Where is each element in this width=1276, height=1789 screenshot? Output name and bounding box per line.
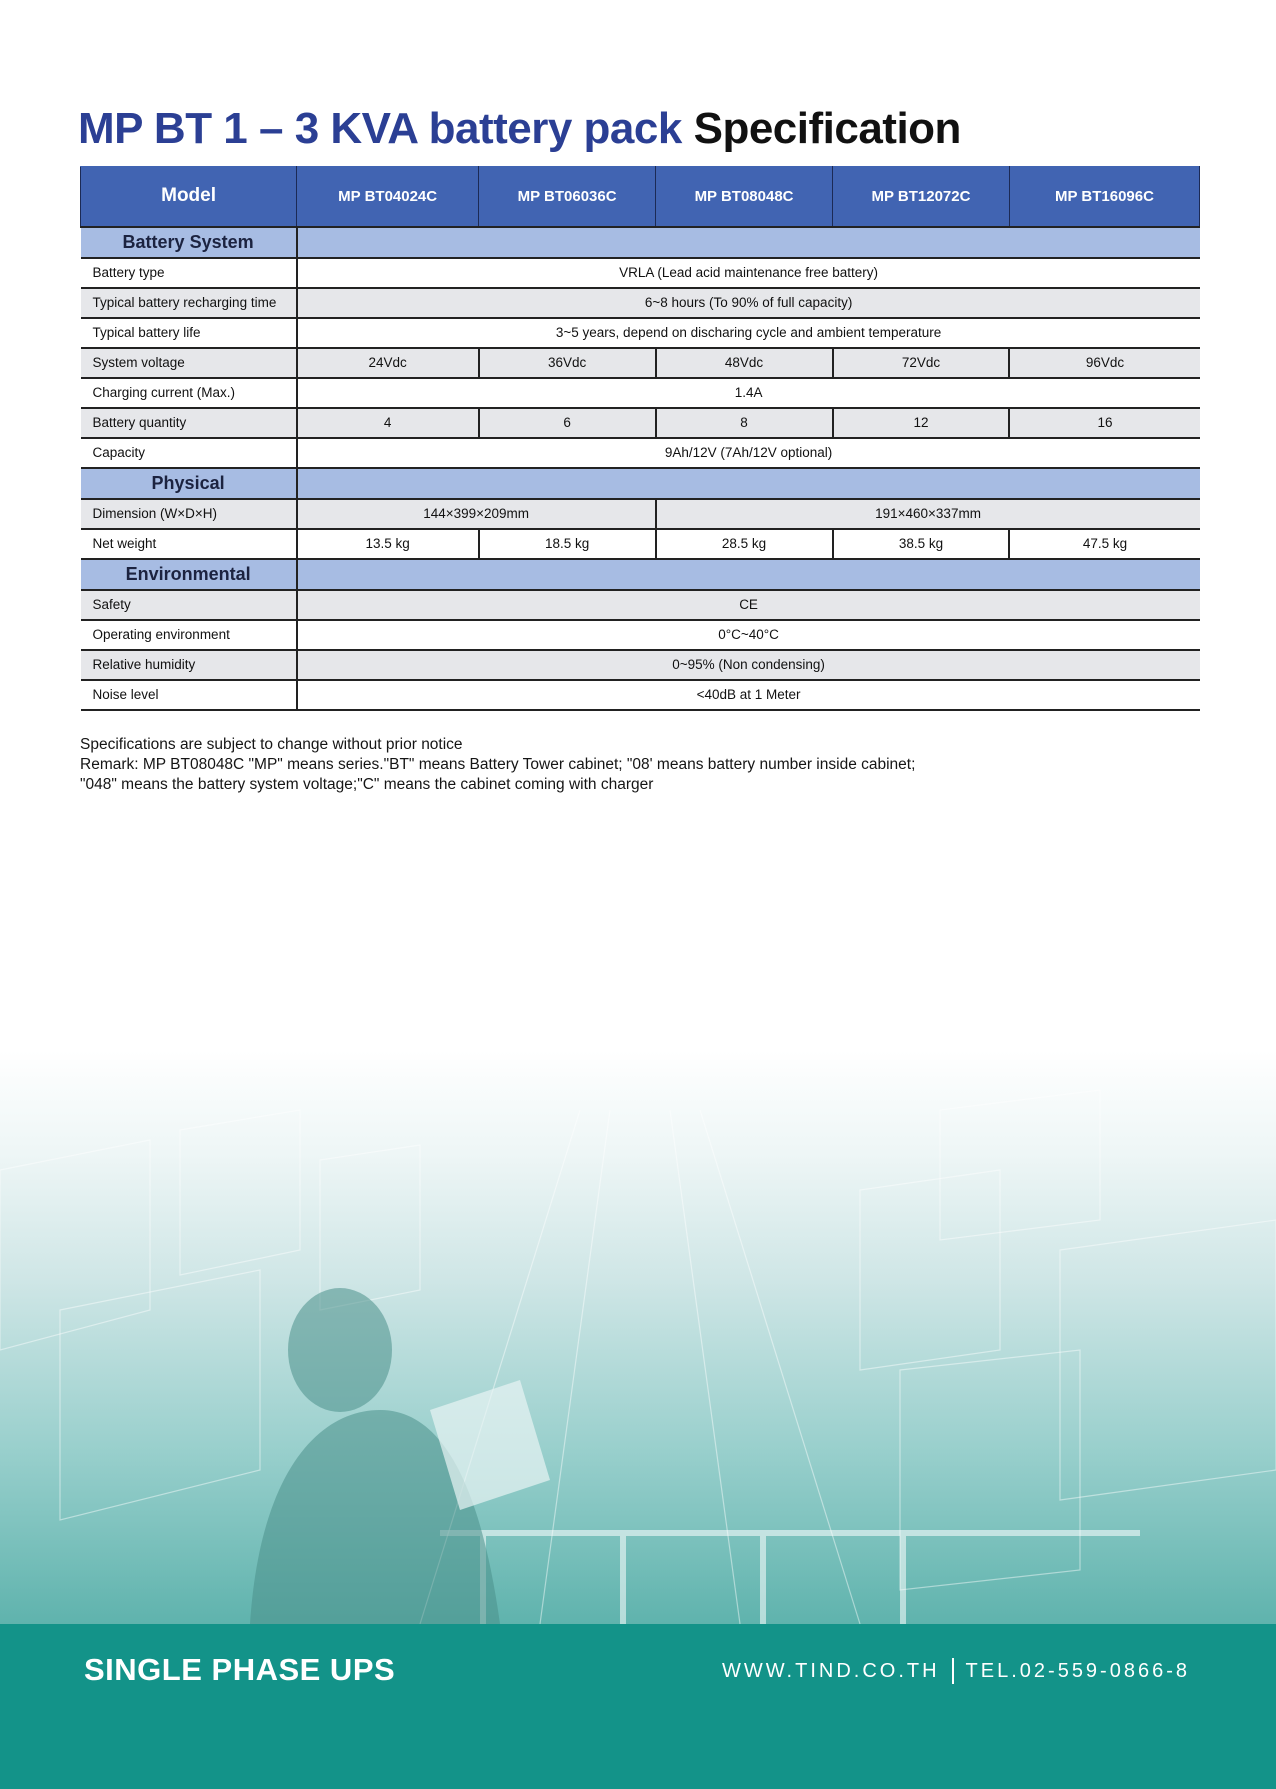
row-label: Safety bbox=[81, 590, 297, 620]
table-header-row bbox=[81, 167, 1200, 227]
row-label: System voltage bbox=[81, 348, 297, 378]
footer-phone: TEL.02-559-0866-8 bbox=[965, 1659, 1190, 1682]
table-row bbox=[81, 499, 1200, 529]
section-label: Battery System bbox=[81, 227, 297, 258]
row-value: 191×460×337mm bbox=[656, 499, 1200, 529]
table-row bbox=[81, 348, 1200, 378]
row-value: CE bbox=[297, 590, 1200, 620]
table-row bbox=[81, 258, 1200, 288]
table-row bbox=[81, 620, 1200, 650]
section-label: Environmental bbox=[81, 559, 297, 590]
note-line: Specifications are subject to change without prior notice bbox=[80, 736, 463, 753]
row-value: 47.5 kg bbox=[1009, 529, 1199, 559]
section-row-environmental bbox=[81, 559, 1200, 590]
row-label: Operating environment bbox=[81, 620, 297, 650]
footer-contact bbox=[722, 1658, 1190, 1684]
model-column-header: MP BT04024C bbox=[297, 167, 479, 227]
row-value: 0~95% (Non condensing) bbox=[297, 650, 1200, 680]
table-row bbox=[81, 408, 1200, 438]
row-value: 144×399×209mm bbox=[297, 499, 656, 529]
section-row-battery-system bbox=[81, 227, 1200, 258]
row-value: 4 bbox=[297, 408, 479, 438]
row-value: 0°C~40°C bbox=[297, 620, 1200, 650]
table-row bbox=[81, 590, 1200, 620]
note-line: "048" means the battery system voltage;"C" means the cabinet coming with charger bbox=[80, 776, 654, 793]
notes bbox=[80, 735, 915, 795]
model-column-header: MP BT12072C bbox=[833, 167, 1010, 227]
spec-table bbox=[80, 166, 1200, 711]
footer bbox=[0, 1624, 1276, 1789]
model-column-header: MP BT08048C bbox=[656, 167, 833, 227]
table-row bbox=[81, 438, 1200, 468]
section-label: Physical bbox=[81, 468, 297, 499]
row-value: 12 bbox=[833, 408, 1010, 438]
datacenter-illustration bbox=[0, 1050, 1276, 1624]
table-row bbox=[81, 288, 1200, 318]
row-value: 36Vdc bbox=[479, 348, 656, 378]
row-label: Capacity bbox=[81, 438, 297, 468]
row-value: 28.5 kg bbox=[656, 529, 833, 559]
model-header: Model bbox=[81, 167, 297, 227]
row-value: 8 bbox=[656, 408, 833, 438]
note-line: Remark: MP BT08048C "MP" means series."BT" means Battery Tower cabinet; "08' means battery number inside cabinet; bbox=[80, 756, 916, 773]
page-title bbox=[78, 104, 961, 154]
section-row-physical bbox=[81, 468, 1200, 499]
model-column-header: MP BT16096C bbox=[1009, 167, 1199, 227]
footer-separator bbox=[952, 1658, 954, 1684]
background-datacenter-image bbox=[0, 1050, 1276, 1624]
row-label: Battery quantity bbox=[81, 408, 297, 438]
row-value: 13.5 kg bbox=[297, 529, 479, 559]
row-value: 3~5 years, depend on discharing cycle and ambient temperature bbox=[297, 318, 1200, 348]
row-value: 6~8 hours (To 90% of full capacity) bbox=[297, 288, 1200, 318]
title-product: MP BT 1 – 3 KVA battery pack bbox=[78, 104, 682, 153]
row-label: Relative humidity bbox=[81, 650, 297, 680]
row-label: Net weight bbox=[81, 529, 297, 559]
row-label: Charging current (Max.) bbox=[81, 378, 297, 408]
footer-product-line: SINGLE PHASE UPS bbox=[84, 1652, 396, 1687]
section-fill bbox=[297, 227, 1200, 258]
model-column-header: MP BT06036C bbox=[479, 167, 656, 227]
row-value: 1.4A bbox=[297, 378, 1200, 408]
footer-website: WWW.TIND.CO.TH bbox=[722, 1659, 940, 1682]
row-label: Noise level bbox=[81, 680, 297, 710]
row-value: 16 bbox=[1009, 408, 1199, 438]
table-row bbox=[81, 529, 1200, 559]
table-row bbox=[81, 318, 1200, 348]
row-value: 24Vdc bbox=[297, 348, 479, 378]
row-value: 96Vdc bbox=[1009, 348, 1199, 378]
row-value: 18.5 kg bbox=[479, 529, 656, 559]
table-row bbox=[81, 650, 1200, 680]
table-row bbox=[81, 680, 1200, 710]
row-value: 48Vdc bbox=[656, 348, 833, 378]
section-fill bbox=[297, 468, 1200, 499]
row-value: VRLA (Lead acid maintenance free battery) bbox=[297, 258, 1200, 288]
row-label: Dimension (W×D×H) bbox=[81, 499, 297, 529]
row-value: <40dB at 1 Meter bbox=[297, 680, 1200, 710]
row-value: 6 bbox=[479, 408, 656, 438]
table-row bbox=[81, 378, 1200, 408]
row-value: 38.5 kg bbox=[833, 529, 1010, 559]
section-fill bbox=[297, 559, 1200, 590]
row-label: Typical battery life bbox=[81, 318, 297, 348]
title-specification: Specification bbox=[693, 104, 961, 153]
row-value: 9Ah/12V (7Ah/12V optional) bbox=[297, 438, 1200, 468]
row-value: 72Vdc bbox=[833, 348, 1010, 378]
row-label: Battery type bbox=[81, 258, 297, 288]
row-label: Typical battery recharging time bbox=[81, 288, 297, 318]
